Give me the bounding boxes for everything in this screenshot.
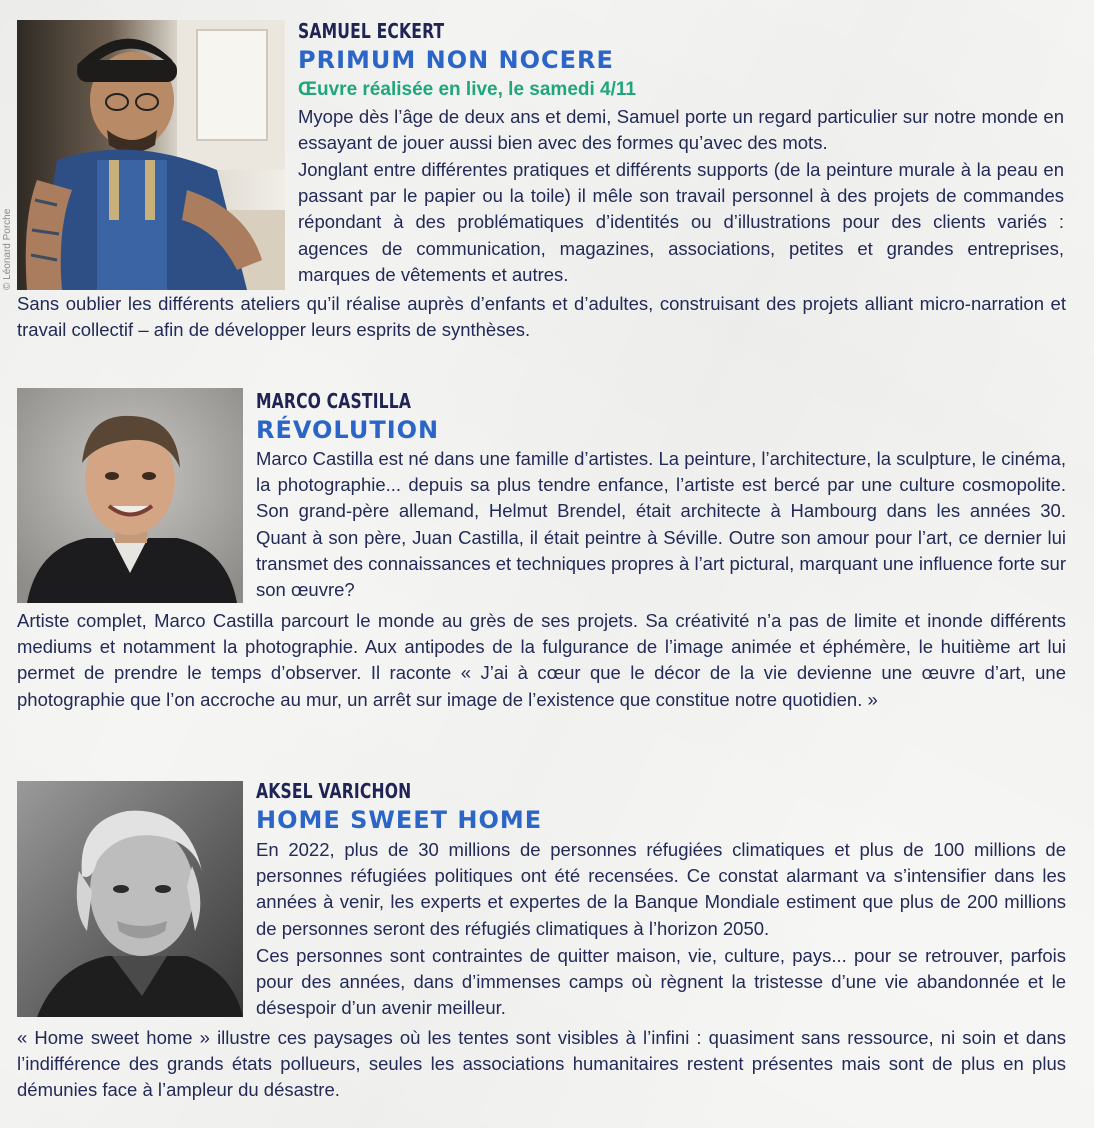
- artwork-subtitle: Œuvre réalisée en live, le samedi 4/11: [298, 79, 636, 100]
- photo-credit: © Léonard Porche: [2, 208, 13, 290]
- bio-paragraph: Marco Castilla est né dans une famille d’artistes. La peinture, l’architecture, la sculpture, le cinéma, la photographie... depuis sa plus tendre enfance, l’artiste est bercé par une culture cosmopolite. Son grand-père allemand, Helmut Brendel, était architecte à Hambourg dans les années 30. Quant à son père, Juan Castilla, il était peintre à Séville. Outre son amour pour l’art, ce dernier lui transmet des connaissances et techniques propres à l’art pictural, marquant une influence forte sur son œuvre?: [256, 448, 1066, 601]
- artist-name: AKSEL VARICHON: [256, 779, 412, 803]
- artist-name: MARCO CASTILLA: [256, 389, 412, 413]
- bio-paragraph: Sans oublier les différents ateliers qu’il réalise auprès d’enfants et d’adultes, construisant des projets alliant micro-narration et travail collectif – afin de développer leurs esprits de synthèses.: [17, 293, 1066, 341]
- bio-paragraph: Myope dès l’âge de deux ans et demi, Samuel porte un regard particulier sur notre monde en essayant de jouer aussi bien avec des formes qu’avec des mots.: [298, 106, 1064, 154]
- artist-photo-marco-castilla: [17, 388, 243, 603]
- bio-paragraph: Artiste complet, Marco Castilla parcourt le monde au grès de ses projets. Sa créativité n’a pas de limite et inonde différents mediums et notamment la photographie. Aux antipodes de la fulgurance de l’image animée et éphémère, le huitième art lui permet de prendre le temps d’observer. Il raconte « J’ai à cœur que le décor de la vie devienne une œuvre d’art, une photographie que l’on accroche au mur, un arrêt sur image de l’existence que constitue notre quotidien. »: [17, 610, 1066, 710]
- artist-photo-aksel-varichon: [17, 781, 243, 1017]
- artist-photo-samuel-eckert: [17, 20, 285, 290]
- artwork-title: RÉVOLUTION: [256, 416, 440, 444]
- artist-name: SAMUEL ECKERT: [298, 19, 445, 43]
- bio-paragraph: Ces personnes sont contraintes de quitter maison, vie, culture, pays... pour se retrouver, parfois pour des années, dans d’immenses camps où règnent la tristesse d’une vie abandonnée et le désespoir d’un avenir meilleur.: [256, 945, 1066, 1019]
- bio-paragraph: En 2022, plus de 30 millions de personnes réfugiées climatiques et plus de 100 millions de personnes réfugiées politiques ont été recensées. Ce constat alarmant va s’intensifier dans les années à venir, les experts et expertes de la Banque Mondiale estiment que plus de 200 millions de personnes seront des réfugiés climatiques à l’horizon 2050.: [256, 839, 1066, 939]
- bio-paragraph: Jonglant entre différentes pratiques et différents supports (de la peinture murale à la peau en passant par le papier ou la toile) il mêle son travail personnel à des projets de commandes répondant à des problématiques d’identités ou d’illustrations pour des clients variés : agences de communication, magazines, associations, petites et grandes entreprises, marques de vêtements et autres.: [298, 159, 1064, 285]
- artwork-title: HOME SWEET HOME: [256, 806, 543, 834]
- bio-paragraph: « Home sweet home » illustre ces paysages où les tentes sont visibles à l’infini : quasiment sans ressource, ni soin et dans l’indifférence des grands états pollueurs, seules les associations humanitaires restent présentes mais sont de plus en plus démunies face à l’ampleur du désastre.: [17, 1027, 1066, 1101]
- artwork-title: PRIMUM NON NOCERE: [298, 46, 614, 74]
